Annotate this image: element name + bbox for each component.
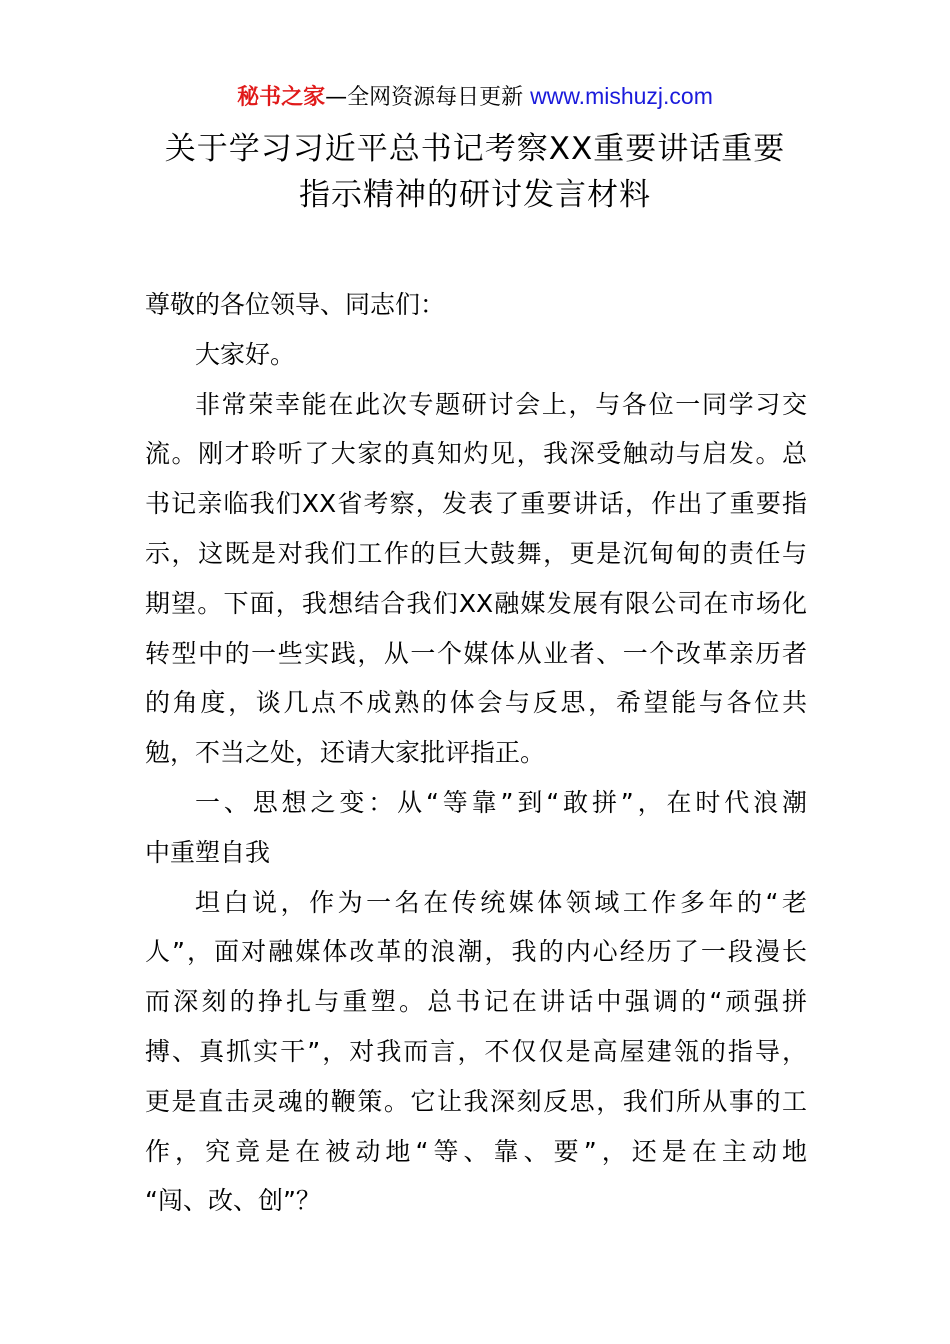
paragraph-1-line: 期望。下面，我想结合我们XX融媒发展有限公司在市场化 <box>145 588 807 618</box>
paragraph-2-line: 而深刻的挣扎与重塑。总书记在讲话中强调的“顽强拼 <box>145 987 807 1017</box>
paragraph-1-line: 勉，不当之处，还请大家批评指正。 <box>145 738 546 768</box>
document-title <box>80 126 870 218</box>
page-header <box>0 80 950 114</box>
section-heading-line: 中重塑自我 <box>145 837 271 867</box>
title-line-2: 指示精神的研讨发言材料 <box>299 177 651 213</box>
paragraph-1-line: 书记亲临我们XX省考察，发表了重要讲话，作出了重要指 <box>145 489 807 519</box>
paragraph-2-line: 搏、真抓实干”，对我而言，不仅仅是高屋建瓴的指导， <box>145 1036 807 1066</box>
section-heading-line: 一、思想之变：从“等靠”到“敢拼”，在时代浪潮 <box>195 787 807 817</box>
site-url-link[interactable]: www.mishuzj.com <box>530 83 713 109</box>
document-body <box>145 280 807 1226</box>
paragraph-1-line: 流。刚才聆听了大家的真知灼见，我深受触动与启发。总 <box>145 439 807 469</box>
paragraph-1-line: 转型中的一些实践，从一个媒体从业者、一个改革亲历者 <box>145 638 807 668</box>
greeting: 大家好。 <box>195 339 296 369</box>
brand-name: 秘书之家 <box>237 85 326 110</box>
salutation: 尊敬的各位领导、同志们： <box>145 290 446 319</box>
paragraph-2-line: 更是直击灵魂的鞭策。它让我深刻反思，我们所从事的工 <box>145 1086 807 1116</box>
paragraph-2-line: 坦白说，作为一名在传统媒体领域工作多年的“老 <box>195 887 807 917</box>
paragraph-2-line: “闯、改、创”？ <box>145 1186 321 1216</box>
title-line-1: 关于学习习近平总书记考察XX重要讲话重要 <box>164 131 786 167</box>
paragraph-1-line: 非常荣幸能在此次专题研讨会上，与各位一同学习交 <box>195 389 807 419</box>
paragraph-1-line: 示，这既是对我们工作的巨大鼓舞，更是沉甸甸的责任与 <box>145 538 807 568</box>
header-slogan: —全网资源每日更新 <box>325 85 531 110</box>
paragraph-2-line: 人”，面对融媒体改革的浪潮，我的内心经历了一段漫长 <box>145 937 807 967</box>
paragraph-2-line: 作，究竟是在被动地“等、靠、要”，还是在主动地 <box>145 1136 807 1166</box>
paragraph-1-line: 的角度，谈几点不成熟的体会与反思，希望能与各位共 <box>145 688 807 718</box>
